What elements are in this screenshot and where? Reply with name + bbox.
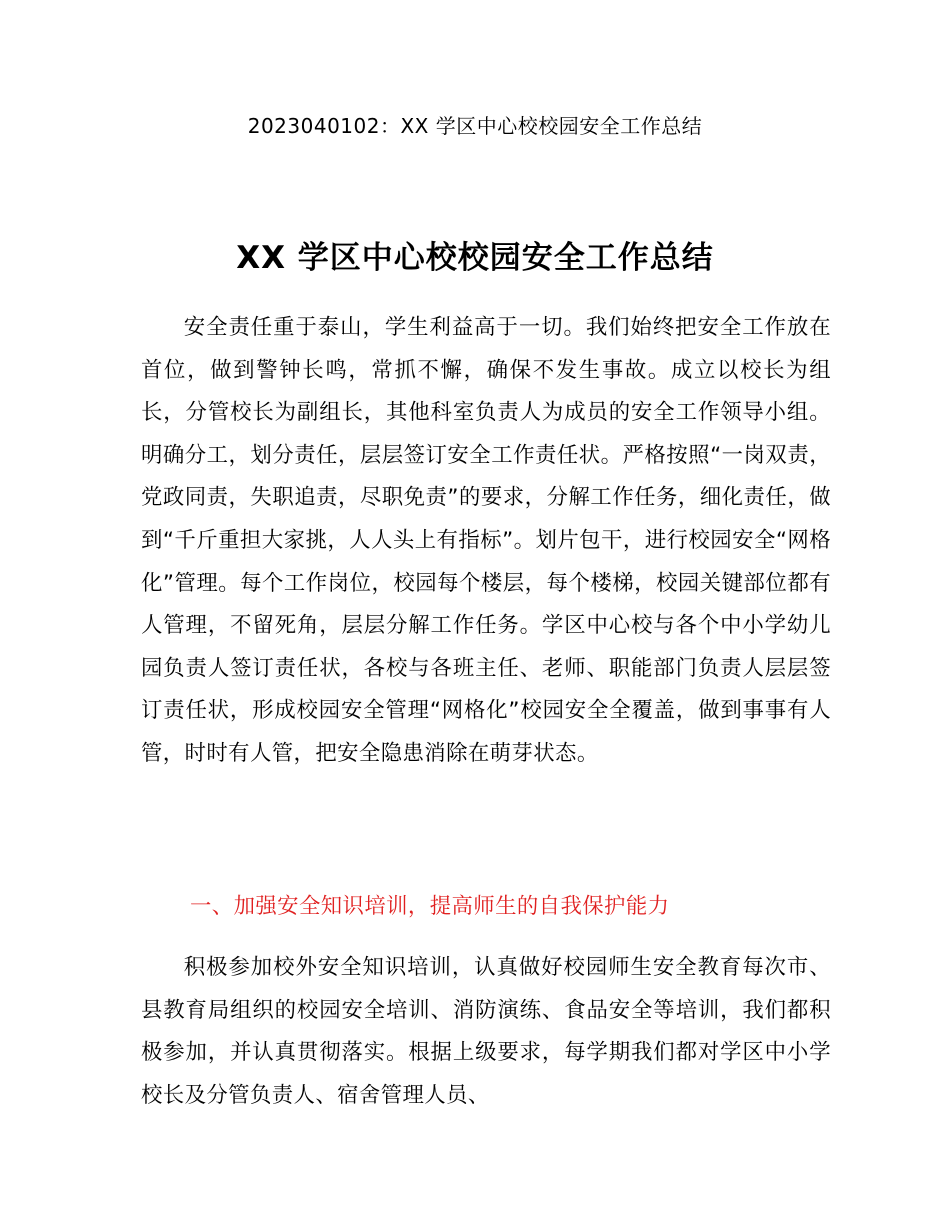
- paragraph-training: 积极参加校外安全知识培训，认真做好校园师生安全教育每次市、县教育局组织的校园安全培训、消防演练、食品安全等培训，我们都积极参加，并认真贯彻落实。根据上级要求，每学期我们都对学区中小学校长及分管负责人、宿舍管理人员、: [141, 955, 831, 1108]
- section-heading-training: 一、加强安全知识培训，提高师生的自我保护能力: [190, 894, 670, 919]
- document-title: XX 学区中心校校园安全工作总结: [236, 240, 714, 276]
- paragraph-intro: 安全责任重于泰山，学生利益高于一切。我们始终把安全工作放在首位，做到警钟长鸣，常抓不懈，确保不发生事故。成立以校长为组长，分管校长为副组长，其他科室负责人为成员的安全工作领导小组。明确分工，划分责任，层层签订安全工作责任状。严格按照“一岗双责，党政同责，失职追责，尽职免责”的要求，分解工作任务，细化责任，做到“千斤重担大家挑，人人头上有指标”。划片包干，进行校园安全“网格化”管理。每个工作岗位，校园每个楼层，每个楼梯，校园关键部位都有人管理，不留死角，层层分解工作任务。学区中心校与各个中小学幼儿园负责人签订责任状，各校与各班主任、老师、职能部门负责人层层签订责任状，形成校园安全管理“网格化”校园安全全覆盖，做到事事有人管，时时有人管，把安全隐患消除在萌芽状态。: [141, 315, 831, 766]
- document-header: 2023040102：XX 学区中心校校园安全工作总结: [247, 114, 703, 138]
